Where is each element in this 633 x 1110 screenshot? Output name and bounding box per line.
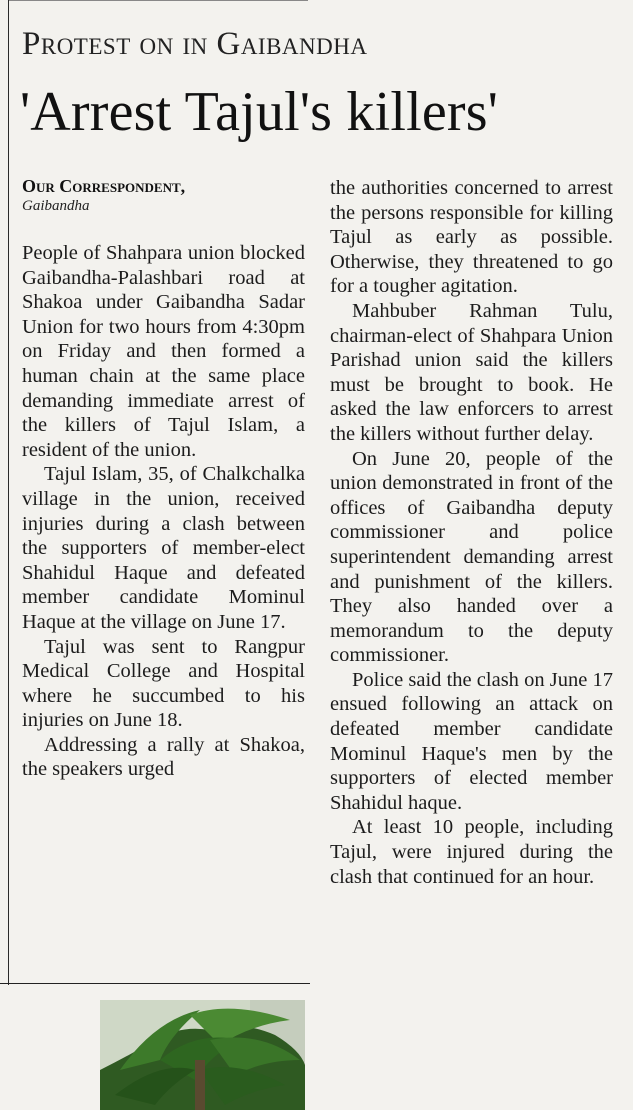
paragraph: Police said the clash on June 17 ensued following an attack on defeated member candidate Mominul Haque's men by the supporters of elected member Shahidul haque. xyxy=(330,668,613,814)
article-kicker: Protest on in Gaibandha xyxy=(22,26,368,62)
paragraph: Addressing a rally at Shakoa, the speakers urged xyxy=(22,733,305,781)
right-column xyxy=(330,176,613,889)
top-rule xyxy=(8,0,308,1)
paragraph: Tajul was sent to Rangpur Medical College and Hospital where he succumbed to his injuries on June 18. xyxy=(22,635,305,732)
palm-tree-image xyxy=(100,1000,305,1110)
palm-tree-photo xyxy=(100,1000,305,1110)
article-headline: 'Arrest Tajul's killers' xyxy=(20,81,499,143)
paragraph: At least 10 people, including Tajul, were injured during the clash that continued for an hour. xyxy=(330,816,613,888)
byline-name: Our Correspondent, xyxy=(22,176,186,196)
paragraph: On June 20, people of the union demonstrated in front of the offices of Gaibandha deputy commissioner and police superintendent demanding arrest and punishment of the killers. They also handed over a memorandum to the deputy commissioner. xyxy=(330,447,613,667)
paragraph: Mahbuber Rahman Tulu, chairman-elect of Shahpara Union Parishad union said the killers must be brought to book. He asked the law enforcers to arrest the killers without further delay. xyxy=(330,299,613,445)
left-column xyxy=(22,241,305,782)
paragraph: Tajul Islam, 35, of Chalkchalka village in the union, received injuries during a clash between the supporters of member-elect Shahidul Haque and defeated member candidate Mominul Haque at the village on June 17. xyxy=(22,463,305,633)
byline-place: Gaibandha xyxy=(22,198,90,214)
paragraph: the authorities concerned to arrest the persons responsible for killing Tajul as early as possible. Otherwise, they threatened to go for a tougher agitation. xyxy=(330,177,613,298)
photo-top-rule xyxy=(0,983,310,984)
byline xyxy=(22,176,312,216)
paragraph: People of Shahpara union blocked Gaibandha-Palashbari road at Shakoa under Gaibandha Sadar Union for two hours from 4:30pm on Friday and then formed a human chain at the same place demanding immediate arrest of the killers of Tajul Islam, a resident of the union. xyxy=(22,242,305,461)
column-rule xyxy=(8,0,9,985)
